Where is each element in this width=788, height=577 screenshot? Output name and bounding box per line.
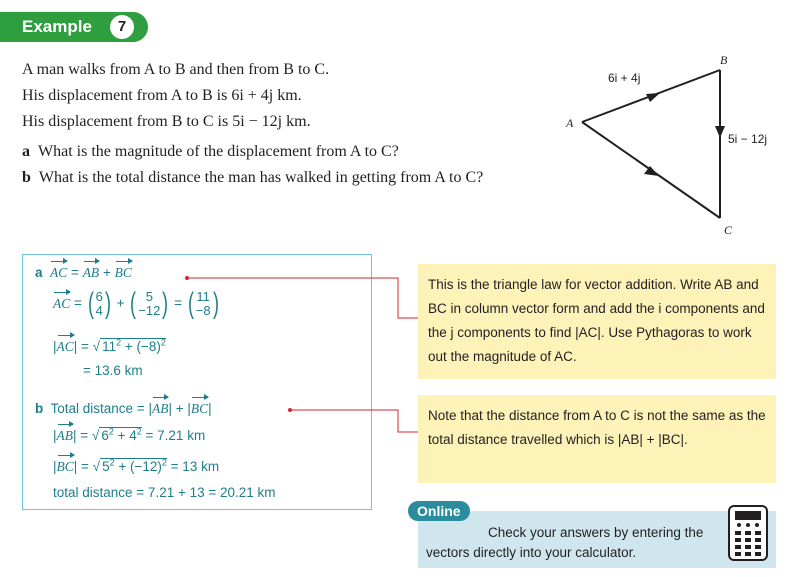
working-a-line-3: |AC| = √ $11^2 + (-8)^2$ xyxy=(53,337,166,354)
label-ab: 6i + 4j xyxy=(608,71,641,85)
leader-dot-1 xyxy=(185,276,189,280)
working-b-line-1: b Total distance = |AB| + |BC| xyxy=(35,401,212,416)
label-a: A xyxy=(566,116,574,130)
label-c: C xyxy=(724,223,733,237)
leader-dot-2 xyxy=(288,408,292,412)
online-box xyxy=(417,503,776,568)
question-line-3: His displacement from B to C is 5i − 12j km. xyxy=(22,113,311,130)
working-b-line-2: |AB| = √ $6^2 + 4^2 = 7.21$ km xyxy=(53,426,206,443)
question-line-2: His displacement from A to B is 6i + 4j km. xyxy=(22,87,302,104)
online-text: Check your answers by entering the vectors directly into your calculator. xyxy=(426,525,704,560)
working-a-line-4: = 13.6 km xyxy=(83,363,143,378)
working-b-line-3: |BC| = √ $5^2 + (-12)^2 = 13$ km xyxy=(53,457,220,474)
label-bc: 5i − 12j xyxy=(728,132,768,146)
question-line-1: A man walks from A to B and then from B to C. xyxy=(22,61,330,78)
leader-line-1 xyxy=(187,278,418,318)
question-part-a: a What is the magnitude of the displacement from A to C? xyxy=(22,143,399,160)
note-triangle-law xyxy=(418,264,776,379)
leader-line-2 xyxy=(290,410,418,432)
example-number: 7 xyxy=(110,15,134,39)
calculator-icon xyxy=(728,505,768,561)
working-b-line-4: total distance = 7.21 + 13 = 20.21 km xyxy=(53,485,276,500)
working-a-line-1: a AC = AB + BC xyxy=(35,265,132,280)
note-distance xyxy=(418,395,776,483)
online-badge: Online xyxy=(408,501,470,521)
example-label: Example xyxy=(22,17,92,36)
note-2-text: Note that the distance from A to C is not the same as the total distance travelled which is |AB| + |BC|. xyxy=(428,408,766,447)
label-b: B xyxy=(720,53,728,67)
question-part-b: b What is the total distance the man has walked in getting from A to C? xyxy=(22,169,484,186)
note-1-text: This is the triangle law for vector addition. Write AB and BC in column vector form and add the i components and the j components to find |AC|. Use Pythagoras to work out the magnitude of AC. xyxy=(428,277,765,364)
working-a-line-2: AC = ( 6 4 ) + ( 5 −12 ) = ( 11 −8 ) xyxy=(53,287,219,320)
